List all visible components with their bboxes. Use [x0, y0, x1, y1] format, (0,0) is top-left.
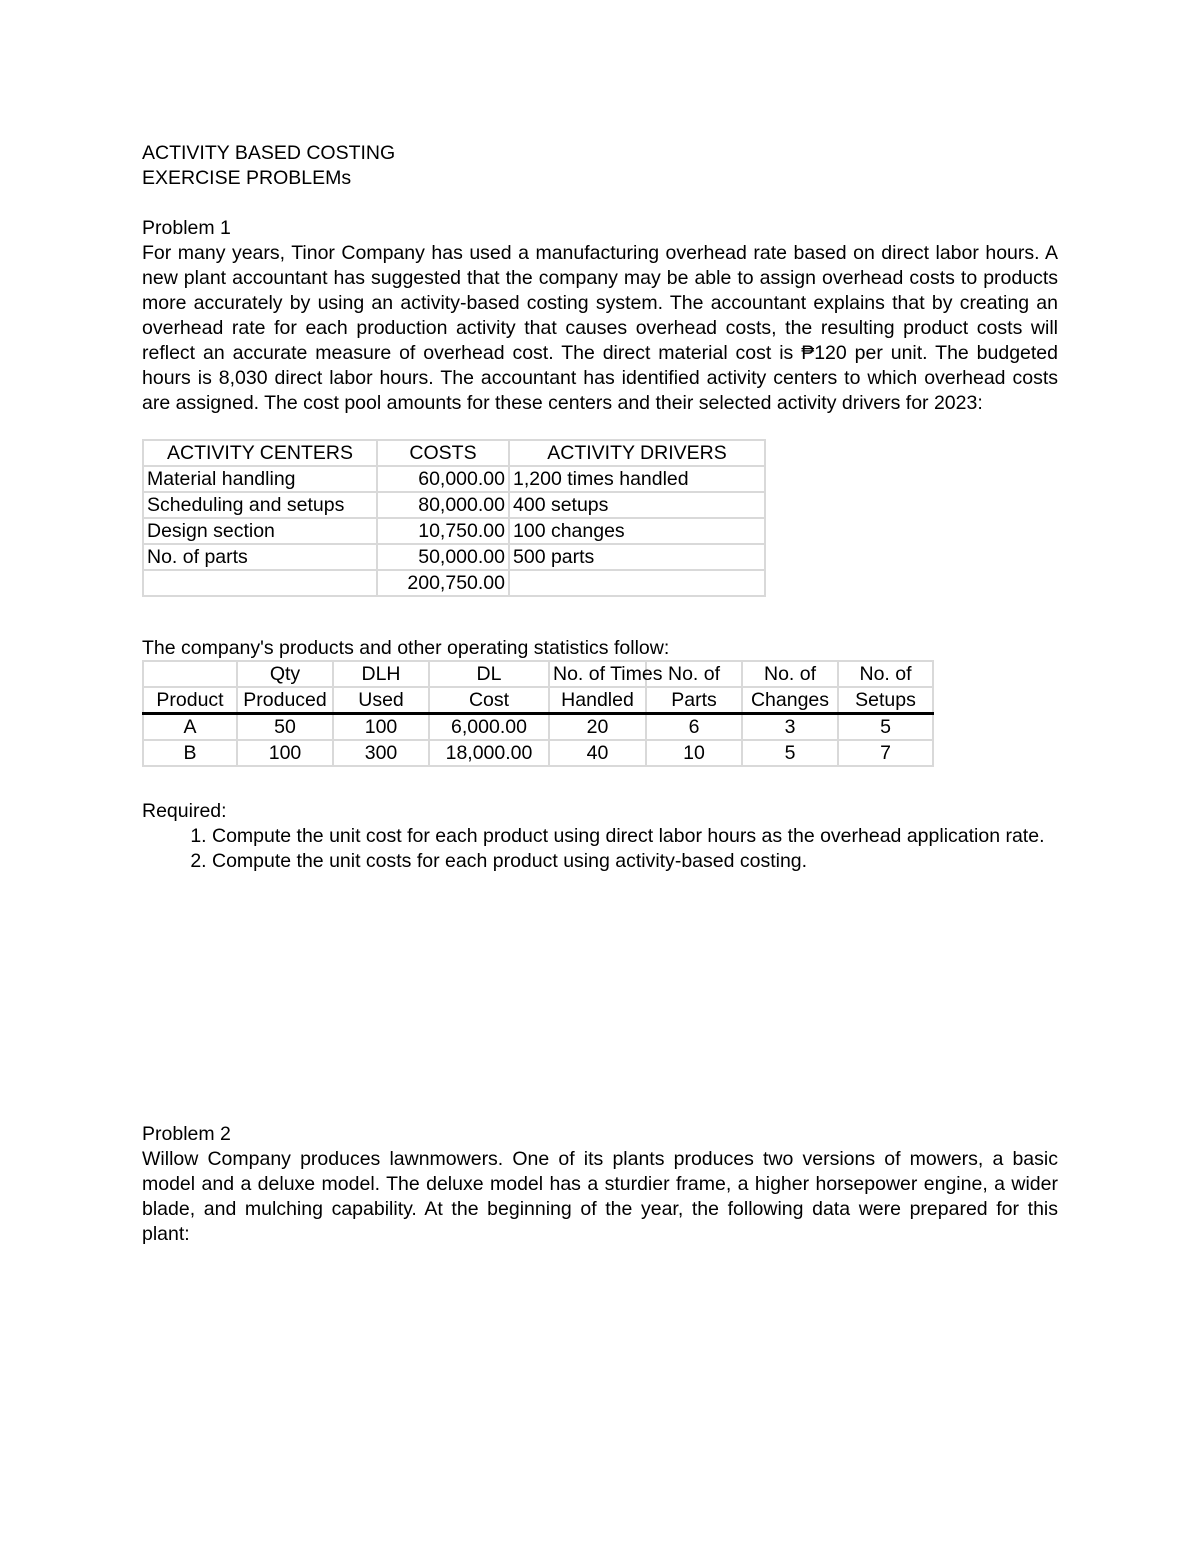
stats-cell: 7: [838, 740, 933, 766]
stats-cell: 6,000.00: [429, 714, 549, 741]
cost-cell: 80,000.00: [377, 492, 509, 518]
stats-header-cell: Qty: [237, 661, 333, 687]
document-body: [142, 141, 1058, 416]
total-cost-cell: 200,750.00: [377, 570, 509, 596]
stats-intro: The company's products and other operating statistics follow:: [142, 637, 670, 659]
total-row: [143, 570, 765, 596]
stats-cell: 50: [237, 714, 333, 741]
stats-header-cell: No. of: [646, 661, 742, 687]
cost-cell: 10,750.00: [377, 518, 509, 544]
stats-cell: 18,000.00: [429, 740, 549, 766]
activity-center-cell: No. of parts: [143, 544, 377, 570]
stats-cell: 6: [646, 714, 742, 741]
problem2-heading: Problem 2: [142, 1123, 231, 1145]
stats-header-cell: Setups: [838, 687, 933, 714]
driver-cell: 500 parts: [509, 544, 765, 570]
stats-header-cell: No. of: [742, 661, 838, 687]
problem2-intro: Willow Company produces lawnmowers. One of its plants produces two versions of mowers, a basic model and a deluxe model. The deluxe model has a sturdier frame, a higher horsepower engine, a wider blade, and mulching capability. At the beginning of the year, the following data were prepared for this plant:: [142, 1148, 1058, 1245]
stats-header-cell: Changes: [742, 687, 838, 714]
table-row: [143, 740, 933, 766]
stats-cell: 5: [742, 740, 838, 766]
list-item: 2. Compute the unit costs for each product using activity-based costing.: [212, 849, 1058, 874]
table-row: [143, 544, 765, 570]
required-list: [142, 824, 1058, 874]
operating-stats-table: [142, 660, 934, 767]
stats-cell: 5: [838, 714, 933, 741]
stats-cell: A: [143, 714, 237, 741]
header-activity-centers: ACTIVITY CENTERS: [143, 440, 377, 466]
problem2-section: [142, 1122, 1058, 1247]
activity-center-cell: Material handling: [143, 466, 377, 492]
cost-cell: 50,000.00: [377, 544, 509, 570]
stats-cell: 300: [333, 740, 429, 766]
activity-center-cell: Scheduling and setups: [143, 492, 377, 518]
stats-header-cell: DLH: [333, 661, 429, 687]
stats-header-cell: No. of Times: [549, 661, 646, 687]
header-costs: COSTS: [377, 440, 509, 466]
problem1-heading: Problem 1: [142, 217, 231, 239]
cost-pool-table: [142, 439, 766, 597]
cost-cell: 60,000.00: [377, 466, 509, 492]
stats-cell: 100: [333, 714, 429, 741]
required-section: [142, 799, 1058, 874]
stats-header-cell: Product: [143, 687, 237, 714]
stats-header-cell: Parts: [646, 687, 742, 714]
stats-header-cell: No. of: [838, 661, 933, 687]
stats-cell: 40: [549, 740, 646, 766]
problem1-intro: For many years, Tinor Company has used a manufacturing overhead rate based on direct labor hours. A new plant accountant has suggested that the company may be able to assign overhead costs to products more accurately by using an activity-based costing system. The accountant explains that by creating an overhead rate for each production activity that causes overhead costs, the resulting product costs will reflect an accurate measure of overhead cost. The direct material cost is ₱120 per unit. The budgeted hours is 8,030 direct labor hours. The accountant has identified activity centers to which overhead costs are assigned. The cost pool amounts for these centers and their selected activity drivers for 2023:: [142, 242, 1058, 414]
header-activity-drivers: ACTIVITY DRIVERS: [509, 440, 765, 466]
driver-cell: 1,200 times handled: [509, 466, 765, 492]
table-row: [143, 492, 765, 518]
stats-header-cell: Used: [333, 687, 429, 714]
stats-cell: 20: [549, 714, 646, 741]
stats-cell: 10: [646, 740, 742, 766]
list-item: 1. Compute the unit cost for each product using direct labor hours as the overhead application rate.: [212, 824, 1058, 849]
table-row: [143, 714, 933, 741]
stats-header-cell: Produced: [237, 687, 333, 714]
stats-header-cell: Handled: [549, 687, 646, 714]
stats-header-cell: [143, 661, 237, 687]
stats-cell: B: [143, 740, 237, 766]
stats-cell: 3: [742, 714, 838, 741]
document-subtitle: EXERCISE PROBLEMs: [142, 167, 352, 189]
stats-cell: 100: [237, 740, 333, 766]
table-row: [143, 518, 765, 544]
document-title: ACTIVITY BASED COSTING: [142, 142, 396, 164]
activity-center-cell: Design section: [143, 518, 377, 544]
table-row: [143, 466, 765, 492]
stats-header-cell: DL: [429, 661, 549, 687]
driver-cell: 400 setups: [509, 492, 765, 518]
required-label: Required:: [142, 800, 227, 822]
driver-cell: 100 changes: [509, 518, 765, 544]
stats-header-cell: Cost: [429, 687, 549, 714]
